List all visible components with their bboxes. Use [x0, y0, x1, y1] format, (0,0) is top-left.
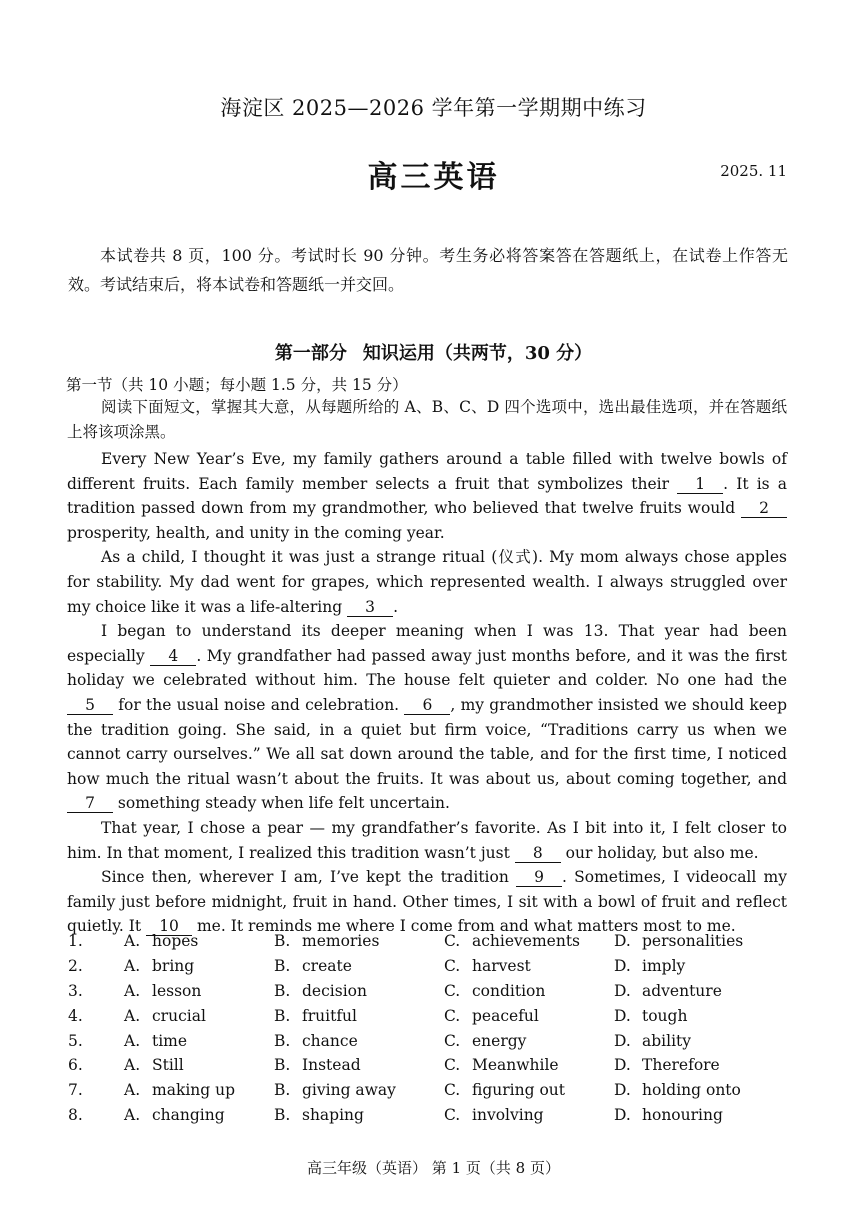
option-letter: C.	[444, 1056, 461, 1075]
option-text: energy	[472, 1031, 527, 1050]
option-a	[124, 982, 274, 1000]
blank-10: 10	[146, 918, 192, 936]
option-text: honouring	[642, 1105, 723, 1124]
option-letter: B.	[274, 1006, 291, 1025]
option-b	[274, 1106, 444, 1124]
option-b	[274, 1081, 444, 1099]
subject-title: 高三英语	[367, 160, 500, 195]
option-letter: D.	[614, 932, 631, 951]
blank-8: 8	[515, 845, 561, 863]
option-letter: C.	[444, 1031, 461, 1050]
option-row	[68, 929, 798, 954]
option-letter: A.	[124, 1056, 141, 1075]
passage-paragraph-3	[67, 619, 787, 816]
option-text: shaping	[302, 1105, 364, 1124]
passage-text: prosperity, health, and unity in the coming year.	[67, 523, 445, 542]
option-d	[614, 1032, 784, 1050]
passage-text: . It is a tradition passed down from my grandmother, who believed that twelve fruits would	[67, 474, 787, 518]
option-text: fruitful	[302, 1006, 357, 1025]
option-text: create	[302, 957, 352, 976]
option-letter: A.	[124, 1006, 141, 1025]
passage-text: for the usual noise and celebration.	[113, 695, 405, 714]
option-letter: C.	[444, 1081, 461, 1100]
option-text: ability	[642, 1031, 692, 1050]
exam-date: 2025. 11	[720, 162, 787, 180]
option-c	[444, 932, 614, 950]
option-text: Therefore	[642, 1056, 720, 1075]
option-d	[614, 982, 784, 1000]
blank-9: 9	[516, 869, 562, 887]
option-letter: C.	[444, 981, 461, 1000]
option-d	[614, 957, 784, 975]
option-c	[444, 982, 614, 1000]
option-a	[124, 1081, 274, 1099]
option-letter: C.	[444, 957, 461, 976]
option-letter: B.	[274, 957, 291, 976]
option-row	[68, 1053, 798, 1078]
section-one-heading: 第一节（共 10 小题；每小题 1.5 分，共 15 分）	[66, 376, 408, 394]
option-row	[68, 1103, 798, 1128]
option-letter: C.	[444, 1006, 461, 1025]
blank-2: 2	[741, 500, 787, 518]
passage-text: our holiday, but also me.	[560, 843, 759, 862]
option-letter: A.	[124, 932, 141, 951]
blank-1: 1	[677, 476, 723, 494]
section-one-directions: 阅读下面短文，掌握其大意，从每题所给的 A、B、C、D 四个选项中，选出最佳选项，并在答题纸上将该项涂黑。	[67, 398, 787, 441]
option-letter: B.	[274, 1031, 291, 1050]
option-c	[444, 957, 614, 975]
answer-options	[68, 929, 798, 1127]
option-letter: D.	[614, 981, 631, 1000]
passage-text: , my grandmother insisted we should keep the tradition going. She said, in a quiet but firm voice, “Traditions carry us when we cannot carry ourselves.” We all sat down around the table, and for the first time, I noticed how much the ritual wasn’t about the fruits. It was about us, about coming together, and	[67, 695, 788, 788]
option-b	[274, 982, 444, 1000]
option-text: involving	[472, 1105, 544, 1124]
option-a	[124, 1106, 274, 1124]
option-letter: A.	[124, 1081, 141, 1100]
option-text: making up	[152, 1081, 236, 1100]
option-text: chance	[302, 1031, 358, 1050]
option-text: time	[152, 1031, 188, 1050]
option-c	[444, 1007, 614, 1025]
blank-5: 5	[67, 697, 113, 715]
question-number: 4.	[68, 1006, 83, 1025]
option-letter: A.	[124, 981, 141, 1000]
option-text: changing	[152, 1105, 225, 1124]
option-letter: D.	[614, 1006, 631, 1025]
passage-text: something steady when life felt uncertain.	[113, 794, 450, 813]
exam-instructions: 本试卷共 8 页，100 分。考试时长 90 分钟。考生务必将答案答在答题纸上，在试卷上作答无效。考试结束后，将本试卷和答题纸一并交回。	[68, 246, 788, 294]
option-a	[124, 1007, 274, 1025]
option-letter: D.	[614, 957, 631, 976]
option-text: peaceful	[472, 1006, 539, 1025]
option-d	[614, 1007, 784, 1025]
option-c	[444, 1106, 614, 1124]
option-row	[68, 1028, 798, 1053]
option-text: decision	[302, 981, 367, 1000]
option-a	[124, 1056, 274, 1074]
option-b	[274, 957, 444, 975]
blank-6: 6	[404, 697, 450, 715]
question-number: 2.	[68, 957, 83, 976]
option-letter: A.	[124, 1105, 141, 1124]
option-text: Instead	[302, 1056, 361, 1075]
option-a	[124, 1032, 274, 1050]
option-letter: B.	[274, 1056, 291, 1075]
option-letter: A.	[124, 1031, 141, 1050]
option-letter: B.	[274, 932, 291, 951]
option-row	[68, 954, 798, 979]
passage-text: . My grandfather had passed away just months before, and it was the first holiday we celebrated without him. The house felt quieter and colder. No one had the	[67, 646, 787, 690]
option-text: holding onto	[642, 1081, 741, 1100]
option-d	[614, 1106, 784, 1124]
option-letter: D.	[614, 1081, 631, 1100]
option-text: crucial	[152, 1006, 206, 1025]
option-letter: B.	[274, 1105, 291, 1124]
option-text: figuring out	[472, 1081, 565, 1100]
option-letter: B.	[274, 1081, 291, 1100]
question-number: 6.	[68, 1056, 83, 1075]
option-text: Meanwhile	[472, 1056, 559, 1075]
option-letter: D.	[614, 1031, 631, 1050]
option-text: memories	[302, 932, 380, 951]
passage-text: .	[393, 597, 398, 616]
option-b	[274, 1032, 444, 1050]
option-text: personalities	[642, 932, 744, 951]
blank-3: 3	[347, 599, 393, 617]
blank-7: 7	[67, 795, 113, 813]
part-one-label: 第一部分	[274, 343, 347, 364]
option-text: condition	[472, 981, 546, 1000]
option-letter: C.	[444, 932, 461, 951]
passage-paragraph-2	[67, 545, 787, 619]
option-text: giving away	[302, 1081, 396, 1100]
option-c	[444, 1032, 614, 1050]
exam-title: 海淀区 2025—2026 学年第一学期期中练习	[220, 96, 647, 120]
option-text: lesson	[152, 981, 202, 1000]
question-number: 8.	[68, 1105, 83, 1124]
option-b	[274, 932, 444, 950]
passage-paragraph-5	[67, 865, 787, 939]
question-number: 3.	[68, 981, 83, 1000]
question-number: 5.	[68, 1031, 83, 1050]
option-c	[444, 1056, 614, 1074]
option-a	[124, 932, 274, 950]
part-one-heading	[0, 339, 867, 365]
cloze-passage	[67, 447, 787, 939]
option-letter: D.	[614, 1056, 631, 1075]
passage-text: That year, I chose a pear — my grandfather’s favorite. As I bit into it, I felt closer to him. In that moment, I realized this tradition wasn’t just	[67, 818, 787, 862]
option-row	[68, 1003, 798, 1028]
passage-paragraph-1	[67, 447, 787, 545]
option-text: hopes	[152, 932, 199, 951]
option-c	[444, 1081, 614, 1099]
passage-text: me. It reminds me where I come from and what matters most to me.	[192, 917, 736, 936]
option-letter: D.	[614, 1105, 631, 1124]
blank-4: 4	[150, 648, 196, 666]
option-text: achievements	[472, 932, 581, 951]
option-row	[68, 1078, 798, 1103]
option-text: adventure	[642, 981, 722, 1000]
option-letter: A.	[124, 957, 141, 976]
option-text: imply	[642, 957, 686, 976]
option-text: tough	[642, 1006, 688, 1025]
option-b	[274, 1007, 444, 1025]
option-b	[274, 1056, 444, 1074]
option-a	[124, 957, 274, 975]
part-one-title: 知识运用（共两节，30 分）	[362, 343, 593, 364]
passage-text: As a child, I thought it was just a strange ritual (仪式). My mom always chose apples for stability. My dad went for grapes, which represented wealth. I always struggled over my choice like it was a life-altering	[67, 548, 787, 616]
passage-text: . Sometimes, I videocall my family just before midnight, fruit in hand. Other times, I sit with a bowl of fruit and reflect quietly. It	[67, 868, 787, 936]
option-letter: B.	[274, 981, 291, 1000]
passage-text: Since then, wherever I am, I’ve kept the tradition	[101, 868, 517, 887]
option-text: Still	[152, 1056, 184, 1075]
page-footer: 高三年级（英语） 第 1 页（共 8 页）	[307, 1159, 560, 1177]
option-text: harvest	[472, 957, 531, 976]
option-letter: C.	[444, 1105, 461, 1124]
option-d	[614, 932, 784, 950]
question-number: 1.	[68, 932, 83, 951]
passage-text: I began to understand its deeper meaning when I was 13. That year had been especially	[67, 622, 787, 665]
option-row	[68, 979, 798, 1004]
option-d	[614, 1056, 784, 1074]
passage-text: Every New Year’s Eve, my family gathers around a table filled with twelve bowls of different fruits. Each family member selects a fruit that symbolizes their	[67, 450, 787, 493]
option-d	[614, 1081, 784, 1099]
option-text: bring	[152, 957, 195, 976]
passage-paragraph-4	[67, 816, 787, 865]
question-number: 7.	[68, 1081, 83, 1100]
